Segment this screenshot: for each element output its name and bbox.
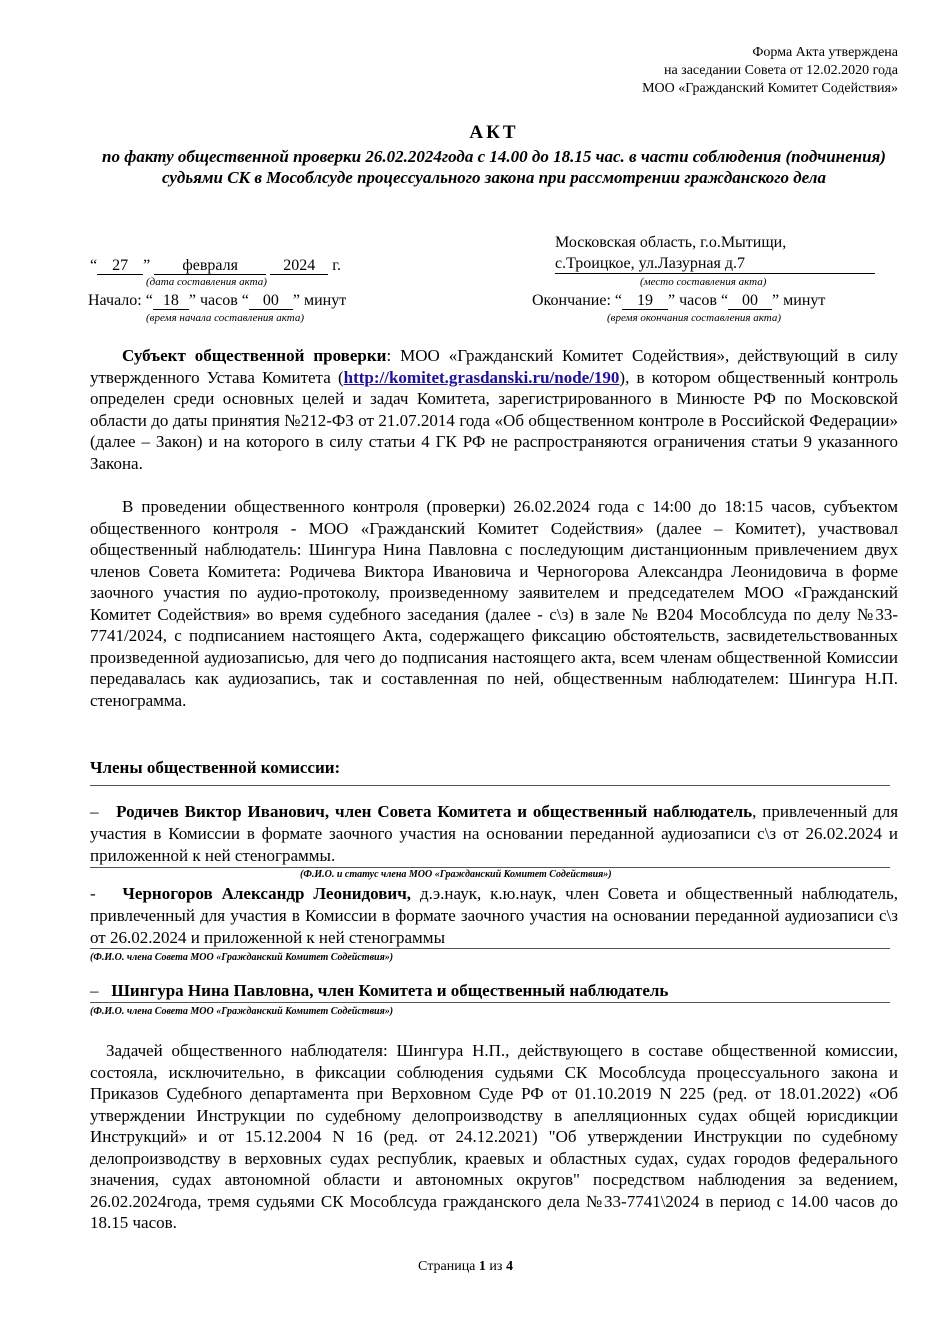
komitet-link[interactable]: http://komitet.grasdanski.ru/node/190 [343,367,620,387]
member-1-prefix: – [90,802,99,821]
member-2-caption: (Ф.И.О. члена Совета МОО «Гражданский Комитет Содействия») [90,952,394,963]
end-minutes: 00 [728,292,772,310]
subject-paragraph [90,345,898,474]
approval-line-1: Форма Акта утверждена [752,45,898,60]
start-hours-label: часов [199,292,238,309]
end-caption: (время окончания составления акта) [607,312,782,324]
end-hours-label: часов [679,292,717,309]
member-1-caption: (Ф.И.О. и статус члена МОО «Гражданский Комитет Содействия») [300,869,612,880]
place-line-1: Московская область, г.о.Мытищи, [555,234,787,251]
date-caption: (дата составления акта) [146,276,267,288]
member-2-prefix: - [90,884,96,903]
conduct-paragraph [90,496,898,711]
member-2 [90,883,898,949]
start-caption: (время начала составления акта) [146,312,305,324]
place-line-2: с.Троицкое, ул.Лазурная д.7 [555,255,746,272]
member-2-name: Черногоров Александр Леонидович, [122,884,412,903]
task-paragraph [90,1040,898,1234]
date-day: 27 [97,257,143,275]
member-1-text: , привлеченный для участия в Комиссии в формате заочного участия на основании переданной аудиозаписи с\з от 26.02.2024 и приложенной к ней стенограммы. [90,802,899,865]
member-1 [90,801,898,867]
footer-page-number: 1 [478,1259,486,1274]
place-caption: (место составления акта) [640,276,767,288]
start-minutes-label: минут [303,292,347,309]
footer-page-total: 4 [505,1259,513,1274]
member-2-text: д.э.наук, к.ю.наук, член Совета и общественный наблюдатель, привлеченный для участия в Комиссии в формате заочного участия на основании переданной аудиозаписи с\з от 26.02.2024 и приложенной к ней стенограммы [90,884,898,947]
start-minutes: 00 [249,292,293,310]
document-title: АКТ [469,122,519,143]
approval-note [642,44,898,98]
date-line: “ 27 ” февраля 2024 г. [90,257,341,274]
title-block [90,122,898,188]
member-3 [90,980,898,1002]
subject-text-after-link: ), в котором общественный контроль определен среди основных целей и задач Комитета, зарегистрированного в Минюсте РФ по Московской области до даты принятия №212-ФЗ от 21.07.2014 года «Об общественном контроле в Российской Федерации» (далее – Закон) и на которого в силу статьи 4 ГК РФ не распространяются ограничения статьи 9 указанного Закона. [90,367,898,473]
end-hours: 19 [622,292,668,310]
end-time-line: Окончание: “ 19 ” часов “ 00 ” минут [532,292,826,309]
document-subtitle: по факту общественной проверки 26.02.2024года с 14.00 до 18.15 час. в части соблюдения (подчинения) судьями СК в Мособлсуде процессуального закона при рассмотрении гражданского дела [102,147,886,187]
approval-line-2: на заседании Совета от 12.02.2020 года [663,63,898,78]
start-time-line: Начало: “ 18 ” часов “ 00 ” минут [88,292,347,309]
conduct-text: В проведении общественного контроля (проверки) 26.02.2024 года с 14:00 до 18:15 часов, субъектом общественного контроля - МОО «Гражданский Комитет Содействия» (далее – Комитет), участвовал общественный наблюдатель: Шингура Нина Павловна с последующим дистанционным привлечением двух членов Совета Комитета: Родичева Виктора Ивановича и Черногорова Александра Леонидовича в форме заочного участия по аудио-протоколу, произведенному заявителем и председателем МОО «Гражданский Комитет Содействия» во время судебного заседания (далее - с\з) в зале № В204 Мособлсуда по делу №33-7741/2024, с подписанием настоящего Акта, содержащего фиксацию обстоятельств, засвидетельствованных произведенной аудиозаписью, для чего до подписания настоящего акта, всем членам общественной Комиссии передавалась как аудиозапись, так и составленная по ней, общественным наблюдателем: Шингура Н.П. стенограмма. [90,497,898,710]
member-3-rule [90,1002,890,1003]
members-heading-rule [90,785,890,786]
task-text: Задачей общественного наблюдателя: Шингура Н.П., действующего в составе общественной комиссии, состояла, исключительно, в фиксации соблюдения судьями СК Мособлсуда процессуального закона и Приказов Судебного департаментa при Верховном Суде РФ от 01.10.2019 N 225 (ред. от 18.01.2022) «Об утверждении Инструкции по судебному делопроизводству в апелляционных судах общей юрисдикции Инструкций» и от 15.12.2004 N 16 (ред. от 24.12.2021) "Об утверждении Инструкции по судебному делопроизводству в верховных судах республик, краевых и областных судах, судах городов федерального значения, судах автономной области и автономных округов" посредством наблюдения за ведением, 26.02.2024года, тремя судьями СК Мособлсуда гражданского дела №33-7741\2024 в период с 14.00 часов до 18.15 часов. [90,1041,898,1232]
members-heading: Члены общественной комиссии: [90,758,341,777]
member-1-rule [90,867,890,868]
subject-label: Субъект общественной проверки [122,346,387,365]
start-label: Начало: [88,292,142,309]
date-year-suffix: г. [332,257,341,274]
page-footer [0,1259,931,1275]
footer-of-label: из [489,1259,503,1274]
date-year: 2024 [270,257,328,275]
approval-line-3: МОО «Гражданский Комитет Содействия» [642,81,898,96]
member-3-caption: (Ф.И.О. члена Совета МОО «Гражданский Комитет Содействия») [90,1006,394,1017]
place-underline [555,273,875,274]
end-minutes-label: минут [783,292,826,309]
member-2-rule [90,948,890,949]
member-3-name: Шингура Нина Павловна, член Комитета и общественный наблюдатель [111,981,669,1000]
footer-page-label: Страница [418,1259,476,1274]
date-month: февраля [154,257,266,275]
end-label: Окончание: [532,292,611,309]
start-hours: 18 [153,292,189,310]
subject-text-before-link: : МОО «Гражданский Комитет Содействия», действующий в силу утвержденного Устава Комитета ( [90,346,898,387]
member-1-name: Родичев Виктор Иванович, член Совета Комитета и общественный наблюдатель [116,802,753,821]
member-3-prefix: – [90,981,99,1000]
